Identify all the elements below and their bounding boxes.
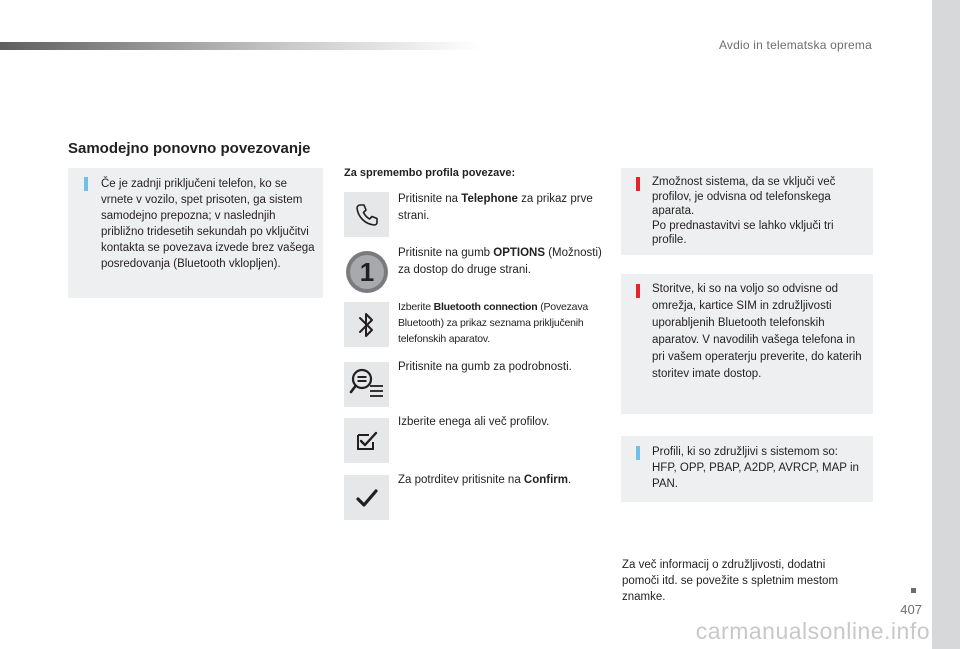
details-magnifier-icon bbox=[348, 366, 386, 404]
warning-icon bbox=[636, 177, 640, 191]
svg-text:1: 1 bbox=[359, 256, 374, 287]
profile-checkbox-button[interactable] bbox=[344, 418, 389, 463]
header-gradient-bar bbox=[0, 42, 480, 50]
chapter-title: Avdio in telematska oprema bbox=[718, 38, 872, 52]
warning-box-services bbox=[621, 274, 873, 414]
confirm-button[interactable] bbox=[344, 475, 389, 520]
side-tab-bar bbox=[932, 0, 960, 649]
info-box-reconnect bbox=[68, 168, 323, 298]
step-options: Pritisnite na gumb OPTIONS (Možnosti) za dostop do druge strani. bbox=[398, 247, 602, 276]
confirm-check-icon bbox=[355, 487, 379, 509]
telephone-icon bbox=[354, 202, 380, 228]
steps-heading: Za spremembo profila povezave: bbox=[344, 167, 516, 179]
info-icon bbox=[84, 177, 88, 191]
warning-box-profiles-text: Zmožnost sistema, da se vključi več profilov, je odvisna od telefonskega aparata. Po prednastavitvi se lahko vključi tri profile. bbox=[652, 176, 836, 246]
info-box-profiles-text: Profili, ki so združljivi s sistemom so: HFP, OPP, PBAP, A2DP, AVRCP, MAP in PAN. bbox=[652, 446, 859, 490]
checkbox-icon bbox=[355, 430, 379, 452]
step-profiles: Izberite enega ali več profilov. bbox=[398, 416, 550, 428]
telephone-button[interactable] bbox=[344, 192, 389, 237]
warning-box-services-text: Storitve, ki so na voljo so odvisne od omrežja, kartice SIM in združljivosti uporabljenih Bluetooth telefonskih aparatov. V navodilih vašega telefona in pri vašem operaterju preverite, do katerih storitev imate dostop. bbox=[652, 283, 862, 380]
step-telephone: Pritisnite na Telephone za prikaz prve strani. bbox=[398, 193, 593, 222]
step-confirm: Za potrditev pritisnite na Confirm. bbox=[398, 474, 572, 486]
bluetooth-button[interactable] bbox=[344, 302, 389, 347]
details-button[interactable] bbox=[344, 362, 389, 407]
info-box-compatible-profiles bbox=[621, 436, 873, 502]
page-number: 407 bbox=[900, 602, 922, 617]
more-info-text: Za več informacij o združljivosti, dodatni pomoči itd. se povežite s spletnim mestom znamke. bbox=[622, 559, 839, 603]
watermark: carmanualsonline.info bbox=[695, 618, 930, 644]
step-number-1 bbox=[344, 249, 389, 294]
step-details: Pritisnite na gumb za podrobnosti. bbox=[398, 361, 572, 373]
page-marker bbox=[911, 588, 916, 593]
warning-icon bbox=[636, 284, 640, 298]
warning-box-profiles bbox=[621, 168, 873, 255]
number-1-icon bbox=[345, 250, 389, 294]
info-box-text: Če je zadnji priključeni telefon, ko se vrnete v vozilo, spet prisoten, ga sistem samodejno prepozna; v naslednjih približno tridesetih sekundah po vključitvi kontakta se povezava izvede brez vašega posredovanja (Bluetooth vklopljen). bbox=[101, 178, 315, 270]
bluetooth-icon bbox=[356, 310, 378, 340]
step-bluetooth: Izberite Bluetooth connection (Povezava Bluetooth) za prikaz seznama priključenih telefonskih aparatov. bbox=[398, 301, 589, 345]
section-title: Samodejno ponovno povezovanje bbox=[68, 140, 311, 157]
info-icon bbox=[636, 446, 640, 460]
